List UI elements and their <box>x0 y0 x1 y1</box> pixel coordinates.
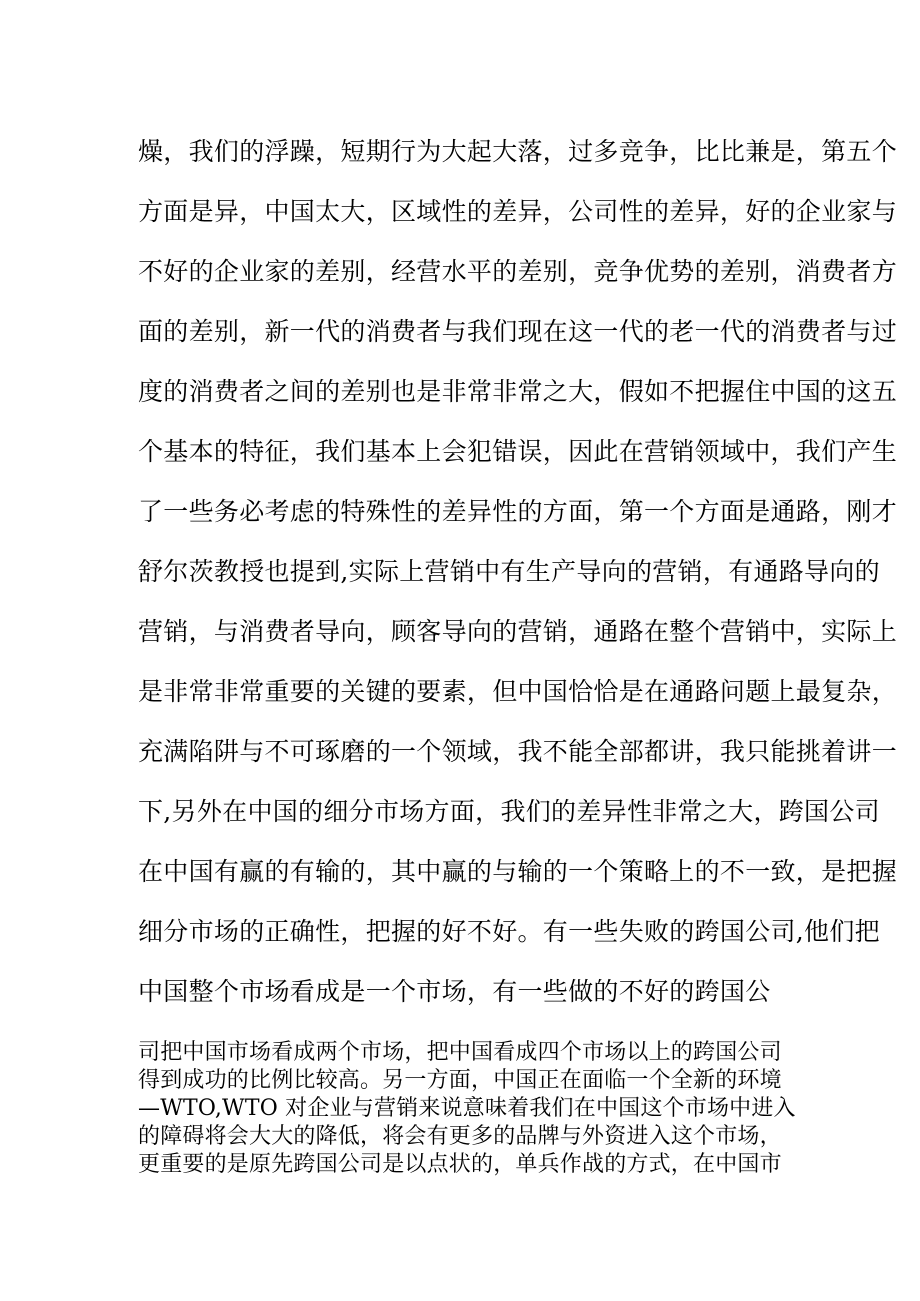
text-line: 得到成功的比例比较高。另一方面，中国正在面临一个全新的环境 <box>138 1068 782 1093</box>
text-line: 在中国有赢的有输的，其中赢的与输的一个策略上的不一致，是把握 <box>138 857 898 886</box>
text-line: 是非常非常重要的关键的要素，但中国恰恰是在通路问题上最复杂， <box>138 677 898 706</box>
body-text-tight-spacing <box>138 1039 796 1179</box>
text-line: 燥，我们的浮躁，短期行为大起大落，过多竞争，比比兼是，第五个 <box>138 137 898 166</box>
text-line: 营销，与消费者导向，顾客导向的营销，通路在整个营销中，实际上 <box>138 617 898 646</box>
body-text-wide-spacing <box>138 122 898 1022</box>
text-line: 了一些务必考虑的特殊性的差异性的方面，第一个方面是通路，刚才 <box>138 497 898 526</box>
text-line: 舒尔茨教授也提到,实际上营销中有生产导向的营销，有通路导向的 <box>138 557 880 586</box>
text-line: 下,另外在中国的细分市场方面，我们的差异性非常之大，跨国公司 <box>138 797 880 826</box>
text-line: 充满陷阱与不可琢磨的一个领域，我不能全部都讲，我只能挑着讲一 <box>138 737 898 766</box>
text-line: 个基本的特征，我们基本上会犯错误，因此在营销领域中，我们产生 <box>138 437 898 466</box>
text-line: 度的消费者之间的差别也是非常非常之大，假如不把握住中国的这五 <box>138 377 898 406</box>
text-line: —WTO,WTO 对企业与营销来说意味着我们在中国这个市场中进入 <box>138 1096 796 1121</box>
text-line: 中国整个市场看成是一个市场，有一些做的不好的跨国公 <box>138 977 771 1006</box>
text-line: 不好的企业家的差别，经营水平的差别，竞争优势的差别，消费者方 <box>138 257 898 286</box>
text-line: 细分市场的正确性，把握的好不好。有一些失败的跨国公司,他们把 <box>138 917 880 946</box>
text-line: 更重要的是原先跨国公司是以点状的，单兵作战的方式，在中国市 <box>138 1152 782 1177</box>
text-line: 面的差别，新一代的消费者与我们现在这一代的老一代的消费者与过 <box>138 317 898 346</box>
text-line: 的障碍将会大大的降低，将会有更多的品牌与外资进入这个市场， <box>138 1124 782 1149</box>
text-line: 方面是异，中国太大，区域性的差异，公司性的差异，好的企业家与 <box>138 197 898 226</box>
text-line: 司把中国市场看成两个市场，把中国看成四个市场以上的跨国公司 <box>138 1040 782 1065</box>
